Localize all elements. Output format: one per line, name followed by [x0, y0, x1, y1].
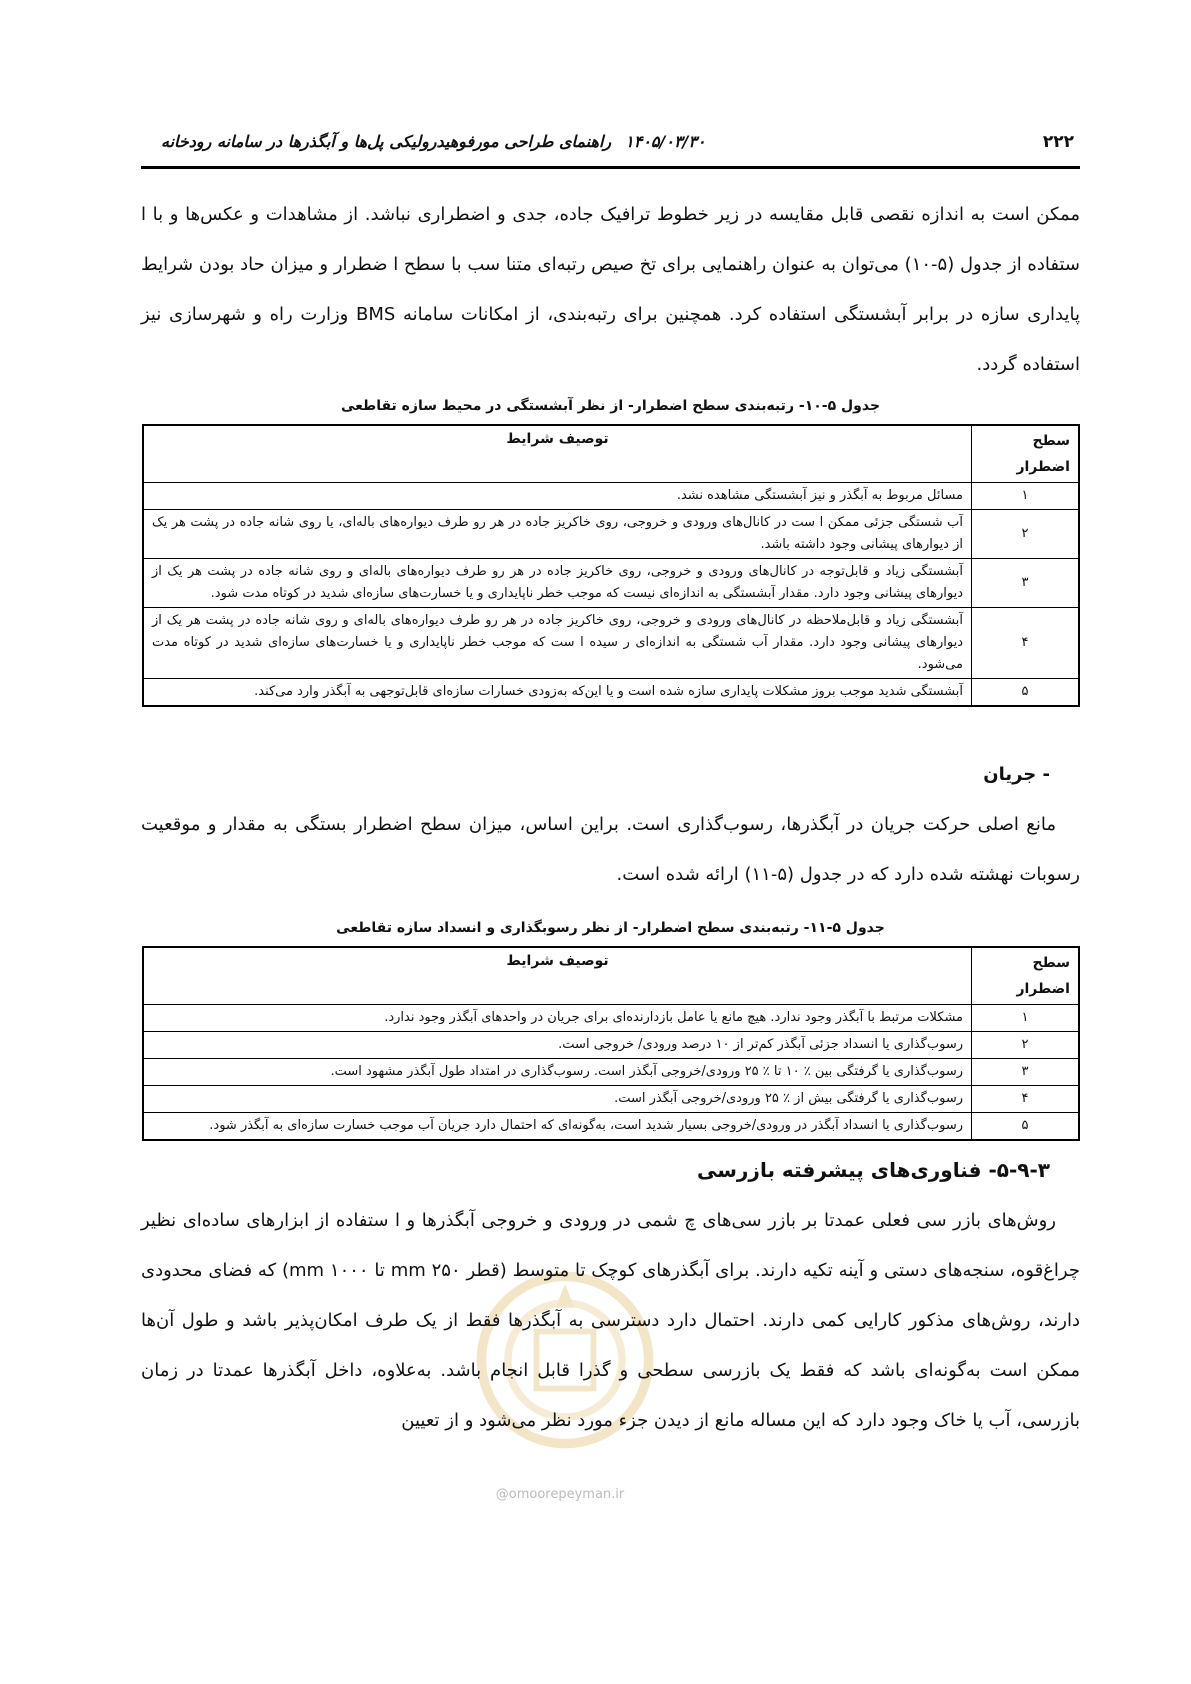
col-level-header: سطح اضطرار: [972, 947, 1080, 1005]
col-level-header: سطح اضطرار: [972, 425, 1080, 483]
row-level: ۲: [972, 1032, 1080, 1059]
paragraph-flow: مانع اصلی حرکت جریان در آبگذرها، رسوب‌گذاری است. براین اساس، میزان سطح اضطرار بستگی به مقدار و موقعیت رسوبات نهشته شده دارد که در جدول (۵-۱۱) ارائه شده است.: [141, 814, 1080, 885]
row-desc: رسوب‌گذاری یا انسداد آبگذر در ورودی/خروجی بسیار شدید است، به‌گونه‌ای که احتمال دارد جریان آب موجب خسارت سازه‌ای به آبگذر شود.: [143, 1113, 972, 1141]
row-desc: آبشستگی زیاد و قابل‌توجه در کانال‌های ورودی و خروجی، روی خاکریز جاده در هر رو طرف دیواره‌های باله‌ای و روی شانه جاده در پشت هر یک از دیوارهای پیشانی وجود دارد. مقدار آبشستگی به اندازه‌ای نیست که موجب خطر ناپایداری و یا خسارت‌های سازه‌ای شدید در کوتاه مدت شود.: [143, 559, 972, 608]
table-row: [143, 1005, 1079, 1032]
section-flow-heading: - جریان: [983, 764, 1050, 785]
col-desc-header: توصیف شرایط: [143, 425, 972, 483]
row-level: ۴: [972, 1086, 1080, 1113]
table-row: [143, 483, 1079, 510]
table-row: [143, 510, 1079, 559]
table2-caption: جدول ۵-۱۱- رتبه‌بندی سطح اضطرار- از نظر رسوبگذاری و انسداد سازه تقاطعی: [336, 920, 885, 936]
table-row: [143, 1059, 1079, 1086]
row-level: ۳: [972, 559, 1080, 608]
table-row: [143, 1086, 1079, 1113]
book-title: راهنمای طراحی مورفوهیدرولیکی پل‌ها و آبگذرها در سامانه رودخانه: [161, 132, 612, 151]
table-row: [143, 679, 1079, 707]
table-header-row: [143, 425, 1079, 483]
header-date: ۱۴۰۵/۰۳/۳۰: [625, 132, 706, 151]
running-title: [147, 132, 706, 151]
row-desc: مسائل مربوط به آبگذر و نیز آبشستگی مشاهده نشد.: [143, 483, 972, 510]
paragraph-intro: ممکن است به اندازه نقصی قابل مقایسه در زیر خطوط ترافیک جاده، جدی و اضطراری نباشد. از مشاهدات و عکس‌ها و با ا ستفاده از جدول (۵-۱۰) می‌توان به عنوان راهنمایی برای تخ صیص رتبه‌ای متنا سب با سطح ا ضطرار و میزان حاد بودن شرایط پایداری سازه در برابر آبشستگی استفاده کرد. همچنین برای رتبه‌بندی، از امکانات سامانه BMS وزارت راه و شهرسازی نیز استفاده گردد.: [141, 204, 1080, 375]
watermark-text: @omoorepeyman.ir: [495, 1487, 625, 1502]
row-level: ۱: [972, 483, 1080, 510]
table-sediment-urgency: [142, 946, 1080, 1141]
row-desc: آبشستگی شدید موجب بروز مشکلات پایداری سازه شده است و یا این‌که به‌زودی خسارات سازه‌ای قابل‌توجهی به آبگذر وارد می‌کند.: [143, 679, 972, 707]
table-scour-urgency: [142, 424, 1080, 707]
table-header-row: [143, 947, 1079, 1005]
col-desc-header: توصیف شرایط: [143, 947, 972, 1005]
section-tech-heading: ۵-۹-۳- فناوری‌های پیشرفته بازرسی: [697, 1158, 1050, 1182]
row-desc: آب شستگی جزئی ممکن ا ست در کانال‌های ورودی و خروجی، روی خاکریز جاده در هر رو طرف دیواره‌های باله‌ای، یا روی شانه جاده در پشت هر یک از دیوارهای پیشانی وجود داشته باشد.: [143, 510, 972, 559]
row-desc: مشکلات مرتبط با آبگذر وجود ندارد. هیچ مانع یا عامل بازدارنده‌ای برای جریان در واحدهای آبگذر وجود ندارد.: [143, 1005, 972, 1032]
table-row: [143, 1113, 1079, 1141]
row-level: ۳: [972, 1059, 1080, 1086]
paragraph-tech: روش‌های بازر سی فعلی عمدتا بر بازر سی‌های چ شمی در ورودی و خروجی آبگذرها و ا ستفاده از ابزارهای ساده‌ای نظیر چراغ‌قوه، سنجه‌های دستی و آینه تکیه دارند. برای آبگذرهای کوچک تا متوسط (قطر ۲۵۰ mm تا ۱۰۰۰ mm) که فضای محدودی دارند، روش‌های مذکور کارایی کمی دارند. احتمال دارد دسترسی به آبگذرها فقط از یک طرف امکان‌پذیر باشد و طول آن‌ها ممکن است به‌گونه‌ای باشد که فقط یک بازرسی سطحی و گذرا قابل انجام باشد. به‌علاوه، داخل آبگذرها عمدتا در زمان بازرسی، آب یا خاک وجود دارد که این مساله مانع از دیدن جزء مورد نظر می‌شود و از تعیین: [141, 1210, 1080, 1431]
row-level: ۴: [972, 608, 1080, 679]
row-level: ۱: [972, 1005, 1080, 1032]
row-desc: رسوب‌گذاری یا گرفتگی بیش از ٪ ۲۵ ورودی/خروجی آبگذر است.: [143, 1086, 972, 1113]
table-row: [143, 559, 1079, 608]
row-desc: رسوب‌گذاری یا انسداد جزئی آبگذر کم‌تر از ۱۰ درصد ورودی/ خروجی است.: [143, 1032, 972, 1059]
page-number: ۲۲۲: [1042, 132, 1074, 152]
table-row: [143, 608, 1079, 679]
table1-caption: جدول ۵-۱۰- رتبه‌بندی سطح اضطرار- از نظر آبشستگی در محیط سازه تقاطعی: [340, 398, 881, 414]
row-level: ۲: [972, 510, 1080, 559]
row-desc: آبشستگی زیاد و قابل‌ملاحظه در کانال‌های ورودی و خروجی، روی خاکریز جاده در هر رو طرف دیواره‌های باله‌ای و روی شانه جاده در پشت هر یک از دیوارهای پیشانی وجود دارد. مقدار آب شستگی به اندازه‌ای ر سیده ا ست که موجب خطر ناپایداری و یا خسارت‌های سازه‌ای شدید در کوتاه مدت می‌شود.: [143, 608, 972, 679]
table-row: [143, 1032, 1079, 1059]
row-desc: رسوب‌گذاری یا گرفتگی بین ٪ ۱۰ تا ٪ ۲۵ ورودی/خروجی آبگذر است. رسوب‌گذاری در امتداد طول آبگذر مشهود است.: [143, 1059, 972, 1086]
row-level: ۵: [972, 679, 1080, 707]
page-header: [141, 132, 1080, 169]
row-level: ۵: [972, 1113, 1080, 1141]
